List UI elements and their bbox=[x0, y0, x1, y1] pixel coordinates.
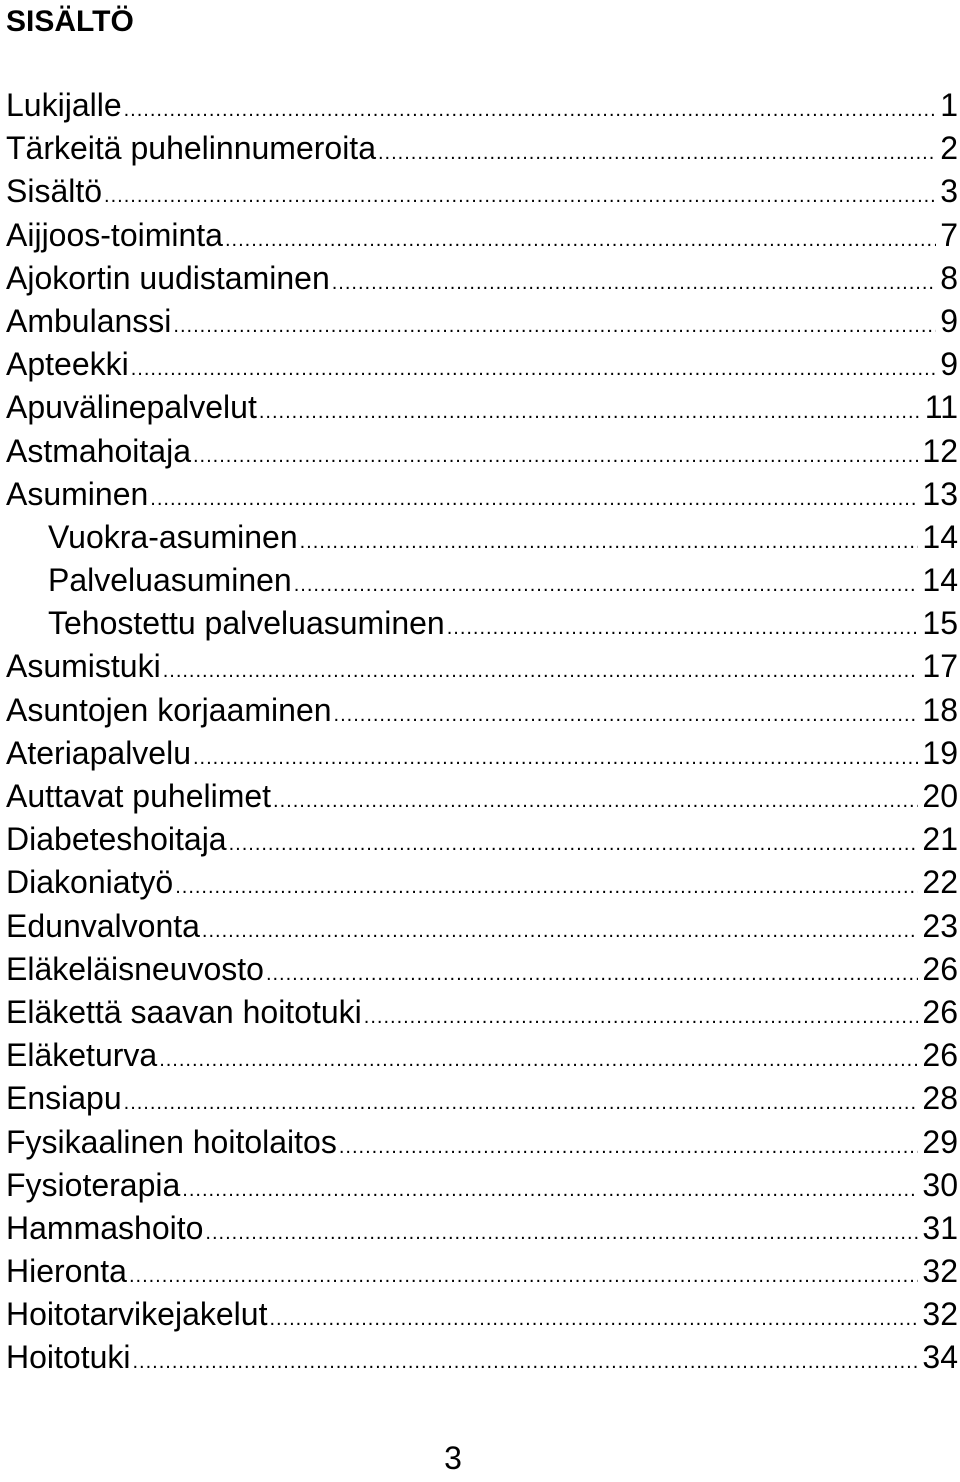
toc-dot-leader bbox=[163, 650, 919, 688]
toc-entry-page: 17 bbox=[922, 648, 958, 685]
toc-entry-page: 8 bbox=[940, 259, 958, 296]
toc-entry[interactable] bbox=[6, 1034, 958, 1077]
toc-entry-label: Asuminen bbox=[6, 475, 149, 512]
toc-entry[interactable] bbox=[6, 732, 958, 775]
toc-entry-label: Aijjoos-toiminta bbox=[6, 216, 223, 253]
toc-entry-label: Hoitotarvikejakelut bbox=[6, 1296, 268, 1333]
toc-entry-page: 26 bbox=[922, 950, 958, 987]
toc-dot-leader bbox=[159, 1039, 918, 1077]
toc-entry[interactable] bbox=[6, 170, 958, 213]
toc-dot-leader bbox=[175, 866, 918, 904]
toc-entry-page: 14 bbox=[922, 518, 958, 555]
toc-entry-page: 11 bbox=[924, 389, 958, 426]
toc-entry-page: 26 bbox=[922, 1037, 958, 1074]
toc-entry-label: Hieronta bbox=[6, 1253, 127, 1290]
toc-entry[interactable] bbox=[6, 343, 958, 386]
toc-entry[interactable] bbox=[6, 300, 958, 343]
toc-entry-label: Hoitotuki bbox=[6, 1339, 131, 1376]
toc-entry[interactable] bbox=[6, 1207, 958, 1250]
toc-entry-label: Sisältö bbox=[6, 173, 103, 210]
toc-dot-leader bbox=[104, 175, 936, 213]
toc-entry-label: Diabeteshoitaja bbox=[6, 821, 227, 858]
toc-entry-label: Ateriapalvelu bbox=[6, 734, 191, 771]
page-number: 3 bbox=[444, 1440, 462, 1476]
toc-entry-page: 14 bbox=[922, 562, 958, 599]
toc-entry-label: Vuokra-asuminen bbox=[48, 518, 298, 555]
toc-entry-label: Ambulanssi bbox=[6, 302, 172, 339]
toc-entry-label: Ensiapu bbox=[6, 1080, 122, 1117]
toc-dot-leader bbox=[225, 219, 936, 257]
toc-dot-leader bbox=[193, 435, 918, 473]
toc-entry-page: 21 bbox=[922, 821, 958, 858]
toc-dot-leader bbox=[266, 953, 918, 991]
toc-entry-label: Edunvalvonta bbox=[6, 907, 200, 944]
toc-entry-label: Palveluasuminen bbox=[48, 562, 292, 599]
toc-entry-label: Apuvälinepalvelut bbox=[6, 389, 257, 426]
toc-dot-leader bbox=[273, 780, 918, 818]
toc-entry-page: 22 bbox=[922, 864, 958, 901]
toc-dot-leader bbox=[269, 1298, 918, 1336]
toc-dot-leader bbox=[202, 910, 918, 948]
toc-subentry[interactable] bbox=[6, 559, 958, 602]
toc-entry-page: 26 bbox=[922, 993, 958, 1030]
toc-entry-page: 18 bbox=[922, 691, 958, 728]
toc-dot-leader bbox=[129, 1255, 918, 1293]
toc-dot-leader bbox=[447, 607, 919, 645]
toc-entry-page: 32 bbox=[922, 1253, 958, 1290]
toc-entry[interactable] bbox=[6, 645, 958, 688]
toc-entry[interactable] bbox=[6, 257, 958, 300]
toc-entry[interactable] bbox=[6, 818, 958, 861]
toc-entry-label: Fysioterapia bbox=[6, 1166, 181, 1203]
toc-entry-label: Asumistuki bbox=[6, 648, 161, 685]
toc-dot-leader bbox=[334, 694, 919, 732]
toc-entry-page: 9 bbox=[940, 302, 958, 339]
toc-entry-label: Tehostettu palveluasuminen bbox=[48, 605, 445, 642]
toc-dot-leader bbox=[124, 89, 937, 127]
toc-entry-page: 7 bbox=[940, 216, 958, 253]
page-title: SISÄLTÖ bbox=[6, 5, 134, 38]
toc-dot-leader bbox=[294, 564, 919, 602]
toc-entry-page: 3 bbox=[940, 173, 958, 210]
toc-dot-leader bbox=[124, 1082, 919, 1120]
toc-dot-leader bbox=[332, 262, 936, 300]
toc-dot-leader bbox=[259, 391, 921, 429]
toc-entry-page: 20 bbox=[922, 778, 958, 814]
toc-entry-page: 9 bbox=[940, 346, 958, 383]
toc-entry-page: 13 bbox=[922, 475, 958, 512]
toc-entry[interactable] bbox=[6, 905, 958, 948]
toc-entry[interactable] bbox=[6, 948, 958, 991]
toc-entry-label: Fysikaalinen hoitolaitos bbox=[6, 1123, 337, 1160]
toc-entry[interactable] bbox=[6, 1077, 958, 1120]
toc-entry-label: Eläketurva bbox=[6, 1037, 158, 1074]
toc-entry-page: 29 bbox=[922, 1123, 958, 1160]
toc-dot-leader bbox=[229, 823, 919, 861]
toc-entry[interactable] bbox=[6, 991, 958, 1034]
toc-entry-page: 32 bbox=[922, 1296, 958, 1333]
toc-entry-label: Hammashoito bbox=[6, 1209, 204, 1246]
toc-entry[interactable] bbox=[6, 430, 958, 473]
toc-entry-page: 34 bbox=[922, 1339, 958, 1376]
toc-entry-page: 31 bbox=[922, 1209, 958, 1246]
toc-entry-label: Eläkettä saavan hoitotuki bbox=[6, 993, 362, 1030]
toc-entry[interactable] bbox=[6, 1250, 958, 1293]
toc-entry-page: 28 bbox=[922, 1080, 958, 1117]
toc-dot-leader bbox=[378, 132, 936, 170]
toc-dot-leader bbox=[339, 1126, 919, 1164]
toc-entry[interactable] bbox=[6, 127, 958, 170]
toc-entry[interactable] bbox=[6, 214, 958, 257]
toc-dot-leader bbox=[182, 1169, 918, 1207]
toc-dot-leader bbox=[131, 348, 936, 386]
toc-entry-page: 30 bbox=[922, 1166, 958, 1203]
toc-dot-leader bbox=[300, 521, 919, 559]
toc-entry[interactable] bbox=[6, 1336, 958, 1379]
toc-dot-leader bbox=[364, 996, 919, 1034]
toc-entry[interactable] bbox=[6, 473, 958, 516]
toc-entry-label: Lukijalle bbox=[6, 87, 122, 123]
toc-entry-page: 2 bbox=[940, 130, 958, 167]
toc-entry-page: 19 bbox=[922, 734, 958, 771]
toc-entry-label: Astmahoitaja bbox=[6, 432, 191, 469]
toc-entry[interactable] bbox=[6, 386, 958, 429]
table-of-contents bbox=[6, 84, 958, 1380]
toc-entry[interactable] bbox=[6, 1293, 958, 1336]
toc-dot-leader bbox=[193, 737, 918, 775]
toc-entry-page: 15 bbox=[922, 605, 958, 642]
toc-entry[interactable] bbox=[6, 689, 958, 732]
toc-entry-label: Auttavat puhelimet bbox=[6, 778, 272, 814]
toc-entry[interactable] bbox=[6, 1164, 958, 1207]
toc-dot-leader bbox=[173, 305, 936, 343]
toc-entry-label: Eläkeläisneuvosto bbox=[6, 950, 264, 987]
toc-entry-page: 23 bbox=[922, 907, 958, 944]
toc-entry[interactable] bbox=[6, 84, 958, 127]
toc-dot-leader bbox=[133, 1341, 919, 1379]
toc-entry-label: Asuntojen korjaaminen bbox=[6, 691, 332, 728]
toc-entry-page: 1 bbox=[940, 87, 958, 123]
toc-subentry[interactable] bbox=[6, 516, 958, 559]
toc-entry-label: Ajokortin uudistaminen bbox=[6, 259, 330, 296]
toc-entry[interactable] bbox=[6, 775, 958, 818]
toc-subentry[interactable] bbox=[6, 602, 958, 645]
toc-entry[interactable] bbox=[6, 861, 958, 904]
toc-entry-label: Tärkeitä puhelinnumeroita bbox=[6, 130, 376, 167]
toc-entry-page: 12 bbox=[922, 432, 958, 469]
toc-dot-leader bbox=[205, 1212, 918, 1250]
toc-entry[interactable] bbox=[6, 1121, 958, 1164]
toc-dot-leader bbox=[150, 478, 918, 516]
toc-entry-label: Diakoniatyö bbox=[6, 864, 174, 901]
toc-entry-label: Apteekki bbox=[6, 346, 129, 383]
